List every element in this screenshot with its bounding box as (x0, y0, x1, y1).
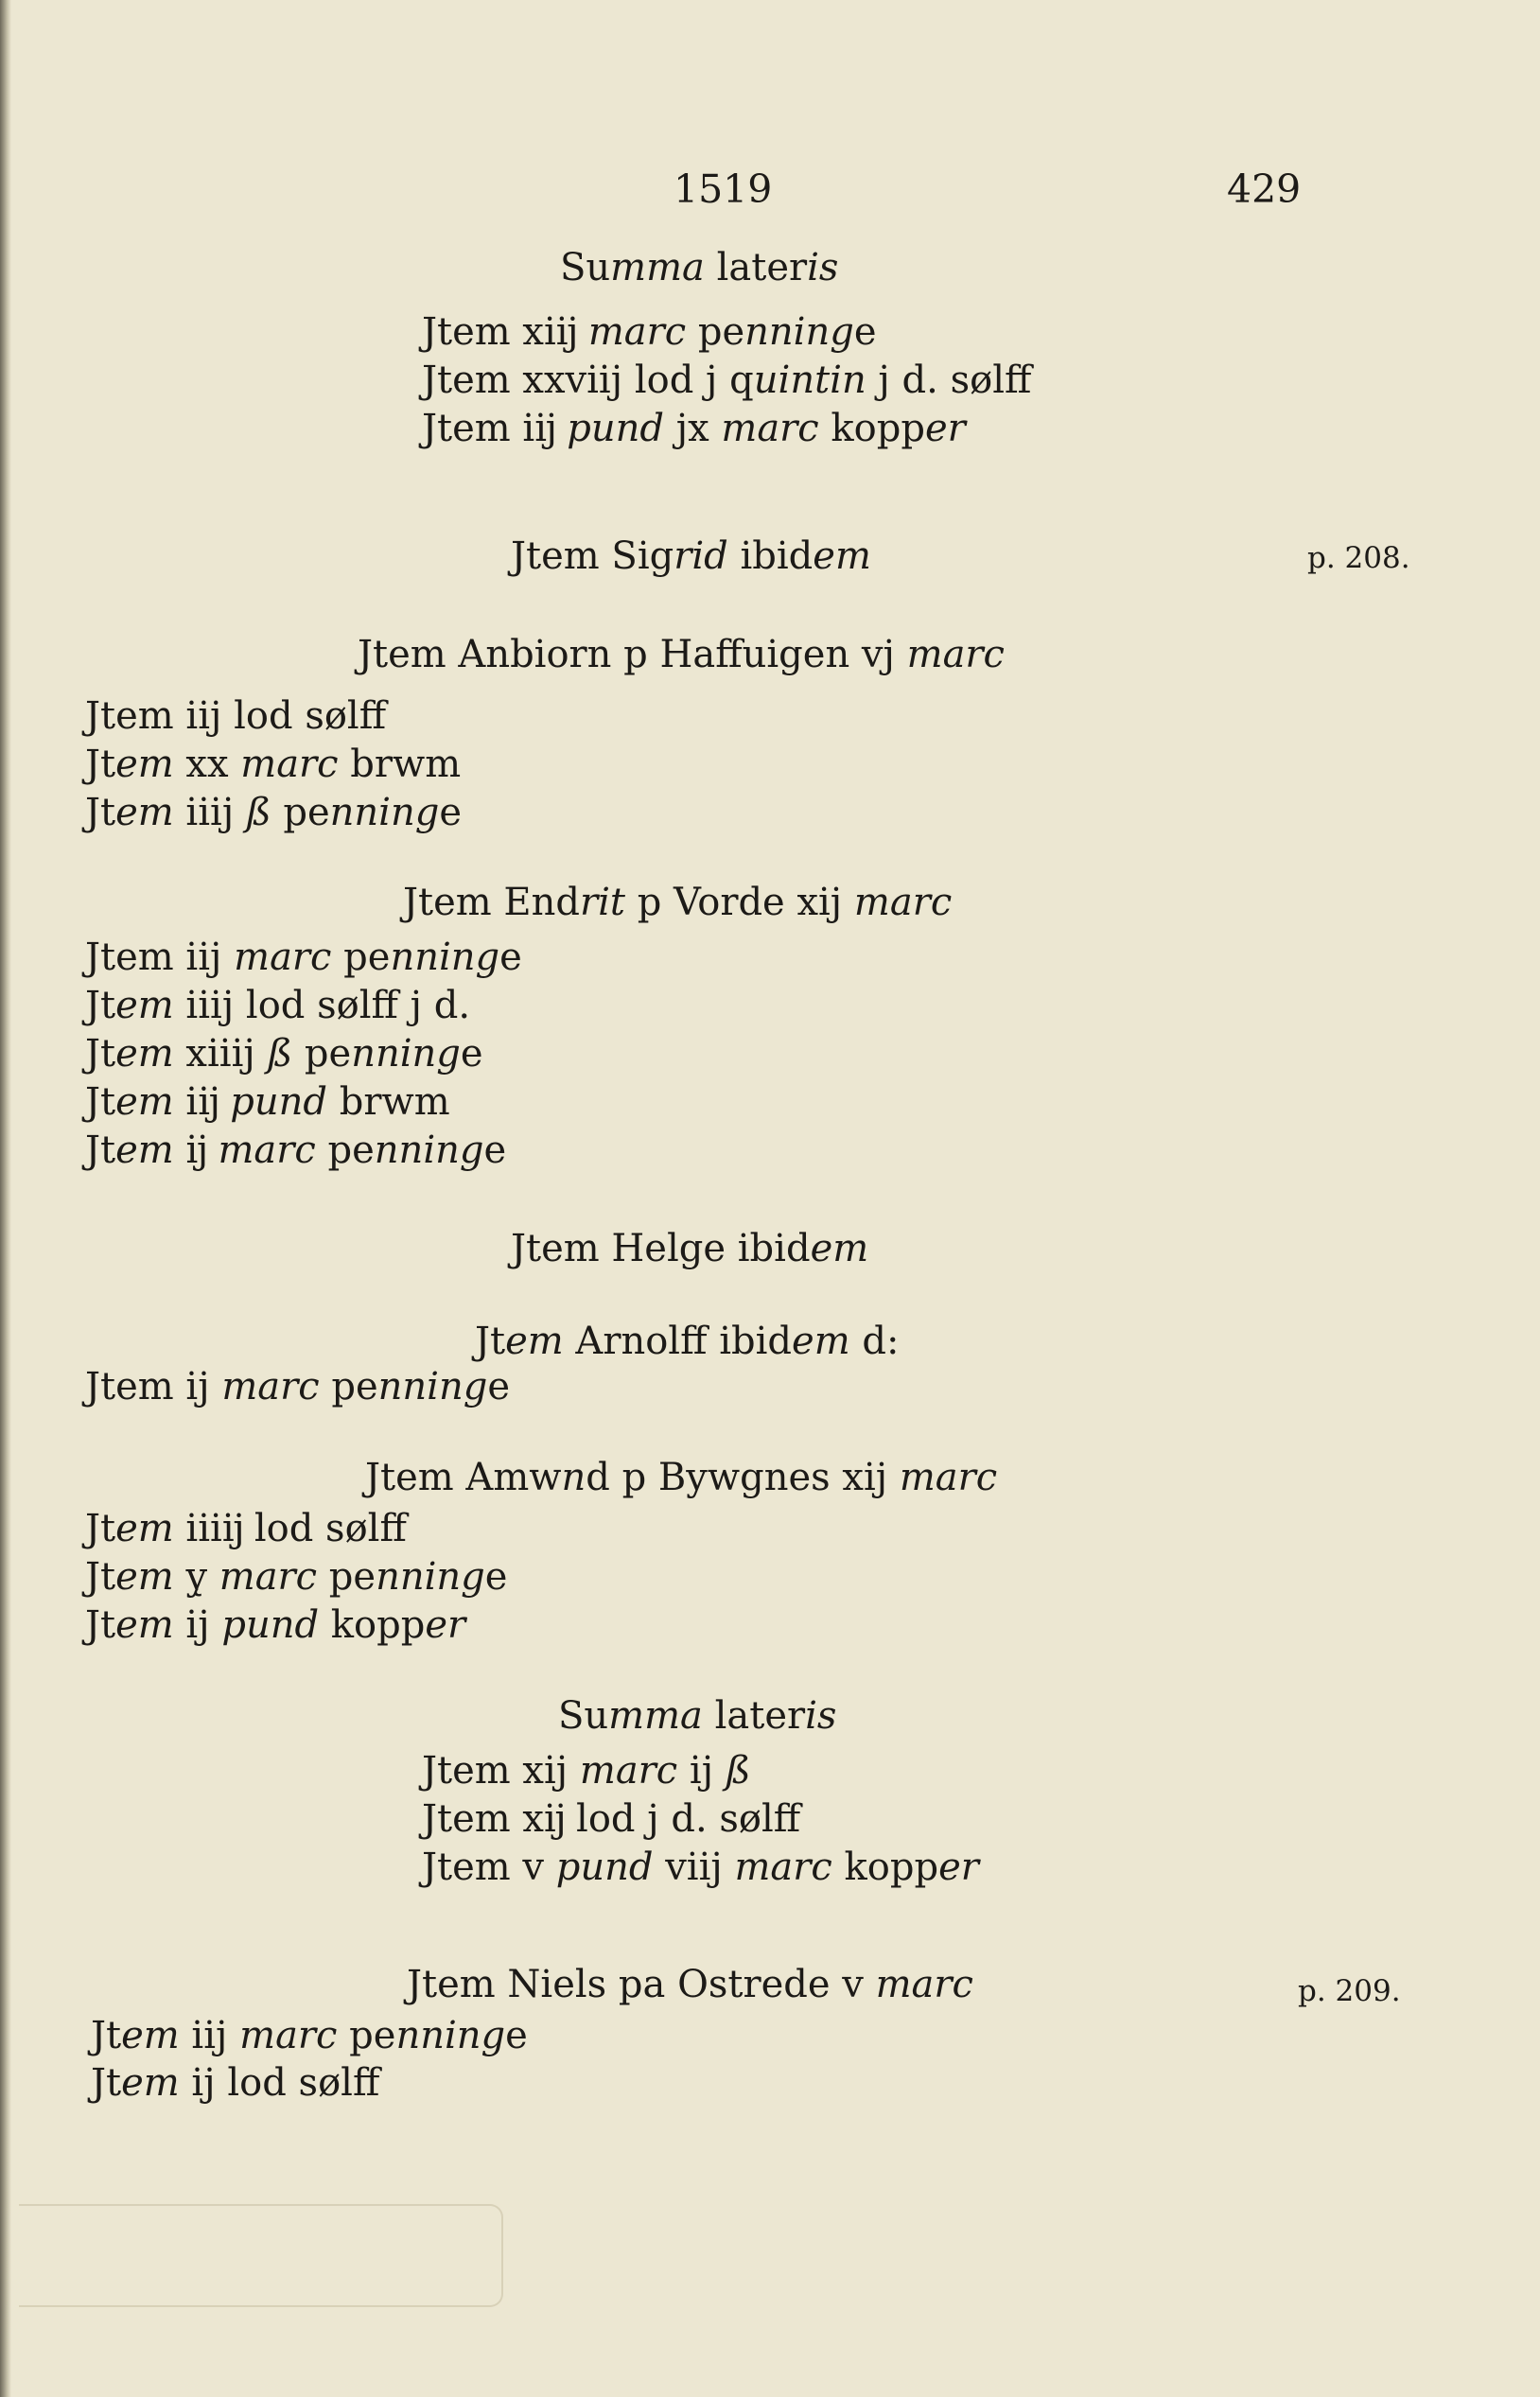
entry-line: Jtem y̨ marc penninge (85, 1555, 508, 1599)
summa-lateris-heading: Summa lateris (560, 246, 839, 289)
entry-line: Jtem ĳ marc penninge (85, 1129, 507, 1172)
entry-heading-anbiorn: Jtem Anbiorn p Haffuigen vj marc (358, 633, 1005, 676)
entry-heading-sigrid: Jtem Sigrid ibidem (511, 534, 871, 578)
entry-line: Jtem iij marc penninge (85, 936, 522, 979)
margin-page-reference: p. 208. (1307, 541, 1410, 575)
summa-line: Jtem iĳ pund jx marc kopper (422, 407, 966, 450)
entry-line: Jtem xiiij ß penninge (85, 1032, 483, 1076)
entry-heading-endrit: Jtem Endrit p Vorde xij marc (403, 881, 953, 924)
summa-line: Jtem xij marc ij ß (422, 1749, 751, 1793)
summa-lateris-heading: Summa lateris (558, 1694, 837, 1738)
entry-line: Jtem ij marc penninge (85, 1365, 511, 1408)
entry-line: Jtem iij lod sølff (85, 694, 387, 738)
page-edge (0, 0, 11, 2397)
summa-line: Jtem xiĳ marc penninge (422, 310, 877, 354)
entry-line: Jtem iij marc penninge (91, 2014, 528, 2057)
entry-heading-helge: Jtem Helge ibidem (511, 1227, 869, 1270)
entry-heading-niels: Jtem Niels pa Ostrede v marc (407, 1963, 973, 2006)
page-year: 1519 (674, 166, 773, 212)
entry-line: Jtem ij lod sølff (91, 2061, 380, 2105)
margin-page-reference: p. 209. (1298, 1974, 1401, 2008)
paper-stain (19, 2204, 503, 2307)
entry-line: Jtem xx marc brwm (85, 743, 462, 786)
summa-line: Jtem v pund viij marc kopper (422, 1846, 979, 1889)
entry-line: Jtem iiiĳ lod sølff (85, 1507, 407, 1550)
summa-line: Jtem xxviij lod j quintin j d. sølff (422, 359, 1032, 402)
entry-heading-arnolff: Jtem Arnolff ibidem d: (475, 1320, 900, 1363)
summa-line: Jtem xĳ lod j d. sølff (422, 1797, 801, 1841)
entry-line: Jtem iiij ß penninge (85, 791, 463, 834)
entry-line: Jtem iĳ pund brwm (85, 1080, 450, 1124)
entry-line: Jtem iiij lod sølff j d. (85, 984, 471, 1027)
entry-heading-amwnd: Jtem Amwnd p Bywgnes xij marc (365, 1456, 998, 1499)
entry-line: Jtem ij pund kopper (85, 1603, 466, 1647)
page-number: 429 (1227, 166, 1302, 212)
